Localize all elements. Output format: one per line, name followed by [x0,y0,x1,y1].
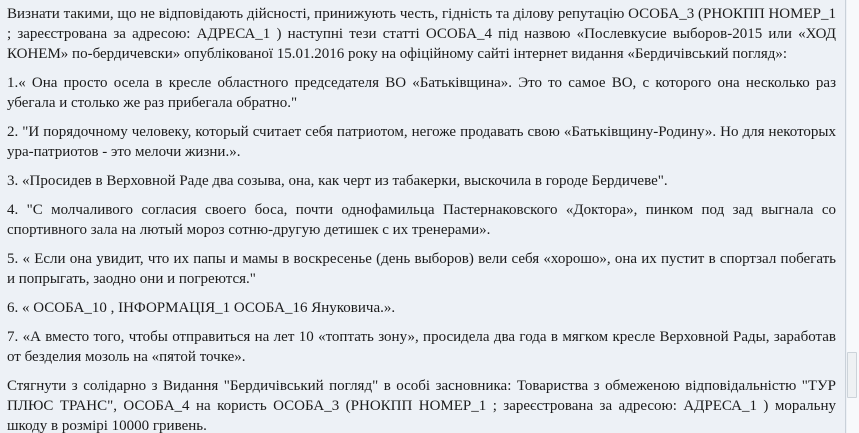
thesis-item-6: 6. « ОСОБА_10 , ІНФОРМАЦІЯ_1 ОСОБА_16 Януковича.». [7,300,396,316]
thesis-item-4: 4. "С молчаливого согласия своего боса, почти однофамильца Пастернаковского «Доктора», пинком под зад выгнала со спортивного зала на лютый мороз сотню-другую детишек с их тренерами». [7,202,836,238]
thesis-item-2: 2. "И порядочному человеку, который считает себя патриотом, негоже продавать свою «Батьківщину-Родину». Но для некоторых ура-патриотов - это мелочи жизни.». [7,124,836,160]
thesis-item-3: 3. «Просидев в Верховной Раде два созыва, она, как черт из табакерки, выскочила в городе Бердичеве". [7,173,668,189]
thesis-item-7: 7. «А вместо того, чтобы отправиться на лет 10 «топтать зону», просидела два года в мягком кресле Верховной Рады, заработав от безделия мозоль на «пятой точке». [7,329,836,365]
intro-paragraph: Визнати такими, що не відповідають дійсності, принижують честь, гідність та ділову репутацію ОСОБА_3 (РНОКПП НОМЕР_1 ; зареєстрована за адресою: АДРЕСА_1 ) наступні тези статті ОСОБА_4 під назвою «Послевкусие выборов-2015 или «ХОД КОНЕМ» по-бердичевски» опублікованої 15.01.2016 року на офіційному сайті інтернет видання «Бердичівський погляд»: [7,6,836,62]
thesis-item-1: 1.« Она просто осела в кресле областного председателя ВО «Батьківщина». Это то самое ВО, с которого она несколько раз убегала и столько же раз прибегала обратно." [7,75,836,111]
scrollbar-thumb[interactable] [847,352,857,398]
closing-paragraph: Стягнути з солідарно з Видання "Бердичівський погляд" в особі засновника: Товариства з обмеженою відповідальністю "ТУР ПЛЮС ТРАНС", ОСОБА_4 на користь ОСОБА_3 (РНОКПП НОМЕР_1 ; зареєстрована за адресою: АДРЕСА_1 ) моральну шкоду в розмірі 10000 гривень. [7,378,836,433]
thesis-item-5: 5. « Если она увидит, что их папы и мамы в воскресенье (день выборов) вели себя «хорошо», она их пустит в спортзал побегать и попрыгать, заодно они и погреются." [7,251,836,287]
